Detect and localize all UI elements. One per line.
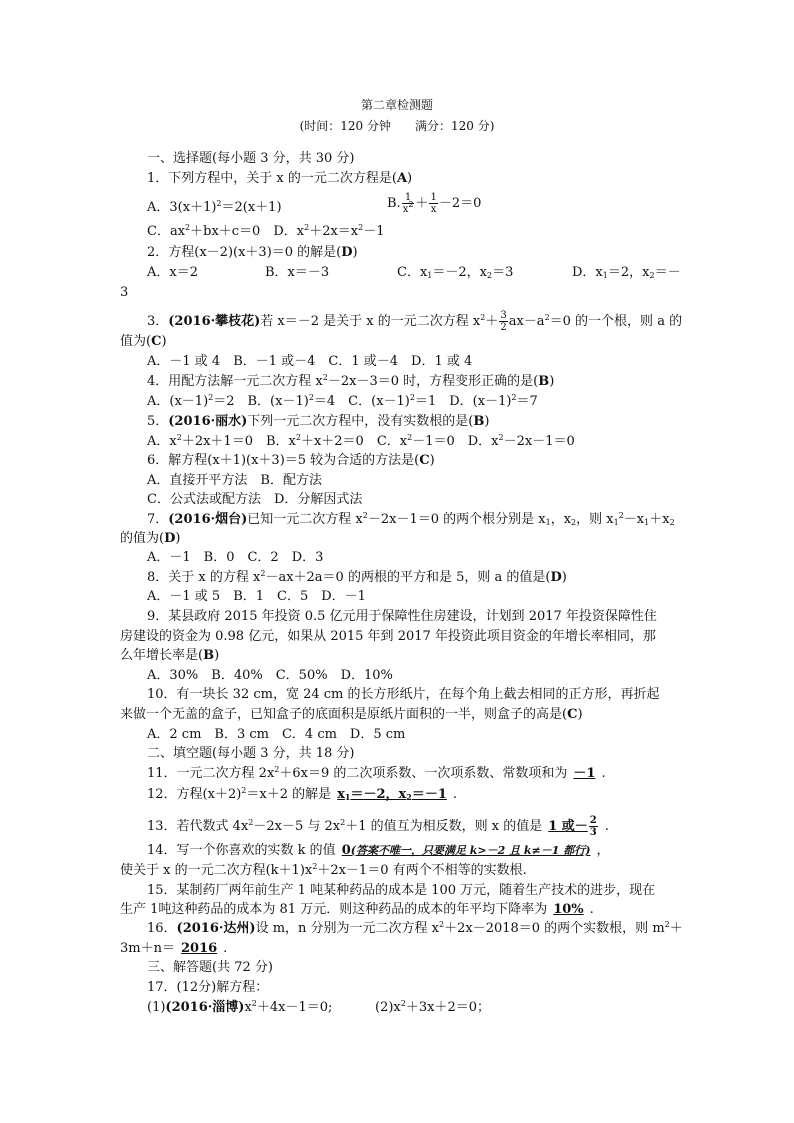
answer: B — [203, 648, 215, 663]
question-14-line2: 使关于 x 的一元二次方程$(k+1)x^2+2x-1=0$ 有两个不相等的实数根. — [120, 862, 527, 878]
answer-blank: 1 或－ $\frac{2}{3}$ — [548, 815, 597, 838]
answer: C — [419, 453, 430, 468]
answer: B — [473, 414, 485, 429]
question-4-stem: 4．用配方法解一元二次方程 $x^2-2x-3=0$ 时，方程变形正确的是(B) — [147, 373, 555, 389]
question-9-line3: 么年增长率是(B) — [120, 648, 220, 663]
question-6-options-ab: A．直接开平方法 B．配方法 — [147, 473, 322, 488]
question-8-stem: 8．关于 x 的方程 $x^2-ax+2a=0$ 的两根的平方和是 5，则 a 的值是(D) — [147, 569, 567, 585]
question-3-options: A．－1 或 4 B．－1 或－4 C．1 或－4 D．1 或 4 — [147, 354, 473, 369]
question-6-options-cd: C．公式法或配方法 D．分解因式法 — [147, 492, 363, 507]
question-11: 11．一元二次方程 $2x^2+6x=9$ 的二次项系数、一次项系数、常数项和为 －1 . — [147, 765, 606, 781]
question-1-options-cd: C．$ax^2+bx+c=0$ D．$x^2+2x=x^2-1$ — [147, 223, 385, 239]
question-7-stem-line2: 的值为(D) — [120, 531, 181, 546]
answer: A — [396, 171, 408, 186]
answer: C — [151, 334, 162, 349]
question-5-stem: 5．(2016·丽水)下列一元二次方程中，没有实数根的是(B) — [147, 414, 490, 429]
question-6-stem: 6．解方程(x＋1)(x＋3)＝5 较为合适的方法是(C) — [147, 453, 435, 468]
answer-blank: －1 — [573, 766, 596, 781]
question-5-options: A．$x^2+2x+1=0$ B．$x^2+x+2=0$ C．$x^2-1=0$ D．$x^2-2x-1=0$ — [147, 433, 575, 449]
question-14-line1: 14．写一个你喜欢的实数 k 的值 0(答案不唯一，只要满足 k>－2 且 k≠－1 都行) ， — [147, 843, 610, 858]
section-heading-fill: 二、填空题(每小题 3 分，共 18 分) — [147, 746, 355, 761]
question-10-options: A．2 cm B．3 cm C．4 cm D．5 cm — [147, 727, 406, 742]
source-tag: (2016·烟台) — [168, 512, 248, 527]
page-title: 第二章检测题 — [360, 98, 433, 112]
question-10-line1: 10．有一块长 32 cm，宽 24 cm 的长方形纸片，在每个角上截去相同的正方形，再折起 — [147, 687, 660, 702]
question-1-stem: 1．下列方程中，关于 x 的一元二次方程是(A) — [147, 171, 413, 186]
section-heading-choice: 一、选择题(每小题 3 分，共 30 分) — [147, 151, 355, 166]
question-2-option-d-wrap: 3 — [120, 285, 129, 300]
source-tag: (2016·攀枝花) — [168, 314, 261, 329]
page-subtitle: (时间：120 分钟 满分：120 分) — [299, 119, 495, 133]
question-7-stem: 7．(2016·烟台)已知一元二次方程 $x^2-2x-1=0$ 的两个根分别是 $x_1$，$x_2$，则 $x_1^2-x_1+x_2$ — [147, 511, 675, 527]
question-9-options: A．30% B．40% C．50% D．10% — [147, 668, 393, 683]
question-2-option-a: A．x＝2 — [147, 265, 198, 280]
question-17-stem: 17．(12分)解方程： — [147, 980, 269, 995]
answer: D — [341, 245, 353, 260]
question-17-part-2: $(2)x^2+3x+2=0$； — [375, 999, 490, 1015]
question-2-option-c: C．$x_1=-2$，$x_2=3$ — [397, 265, 514, 280]
question-15-line2: 生产 1吨这种药品的成本为 81 万元．则这种药品的成本的年平均下降率为 10% . — [120, 902, 594, 917]
source-tag: (2016·丽水) — [168, 414, 248, 429]
question-16-line2: 3m＋n＝ 2016 . — [120, 941, 228, 956]
answer-blank: 2016 — [180, 941, 218, 956]
answer-blank: 10% — [553, 902, 584, 917]
question-16-line1: 16．(2016·达州)设 m，n 分别为一元二次方程 $x^2+2x-2018=0$ 的两个实数根，则 $m^2+$ — [147, 920, 683, 936]
question-2-stem: 2．方程(x－2)(x＋3)＝0 的解是(D) — [147, 245, 358, 260]
question-1-option-a: A．$3(x+1)^2=2(x+1)$ — [147, 199, 282, 215]
question-12: 12．方程$(x+2)^2=x+2$ 的解是 $x_1=-2$，$x_2=-1$ . — [147, 786, 458, 802]
question-3-stem: 3．(2016·攀枝花)若 x＝－2 是关于 x 的一元二次方程 $x^2+$ $\frac{3}{2}$ $ax-a^2=0$ 的一个根，则 a 的 — [147, 310, 683, 333]
source-tag: (2016·达州) — [176, 921, 256, 936]
source-tag: (2016·淄博) — [165, 1000, 245, 1015]
question-8-options: A．－1 或 5 B．1 C．5 D．－1 — [147, 589, 366, 604]
question-17-part-1: (1)(2016·淄博)$x^2+4x-1=0$; — [147, 999, 333, 1015]
question-15-line1: 15．某制药厂两年前生产 1 吨某种药品的成本是 100 万元，随着生产技术的进步，现在 — [147, 883, 656, 898]
question-9-line2: 房建设的资金为 0.98 亿元，如果从 2015 年到 2017 年投资此项目资金的年增长率相同，那 — [120, 629, 656, 644]
answer-blank: $x_1=-2$，$x_2=-1$ — [337, 787, 447, 802]
answer: C — [567, 707, 578, 722]
section-heading-solve: 三、解答题(共 72 分) — [147, 960, 273, 975]
answer: D — [550, 570, 562, 585]
question-2-option-b: B．x＝－3 — [265, 265, 330, 280]
answer: D — [164, 531, 176, 546]
question-13: 13．若代数式 $4x^2-2x-5$ 与 $2x^2+1$ 的值互为相反数，则 x 的值是 1 或－ $\frac{2}{3}$ . — [147, 815, 609, 838]
question-3-stem-line2: 值为(C) — [120, 334, 167, 349]
question-2-option-d: D．$x_1=2$，$x_2=-$ — [572, 265, 681, 280]
question-4-options: A．$(x-1)^2=2$ B．$(x-1)^2=4$ C．$(x-1)^2=1$ D．$(x-1)^2=7$ — [147, 393, 538, 409]
answer: B — [538, 374, 550, 389]
answer-blank: 0(答案不唯一，只要满足 k>－2 且 k≠－1 都行) — [341, 843, 591, 858]
question-10-line2: 来做一个无盖的盒子，已知盒子的底面积是原纸片面积的一半，则盒子的高是(C) — [120, 707, 583, 722]
question-1-option-b: B. $\frac{1}{x^2}$ ＋ $\frac{1}{x}$ －2＝0 — [387, 192, 482, 215]
question-7-options: A．－1 B．0 C．2 D．3 — [147, 550, 324, 565]
question-9-line1: 9．某县政府 2015 年投资 0.5 亿元用于保障性住房建设，计划到 2017 年投资保障性住 — [147, 609, 657, 624]
